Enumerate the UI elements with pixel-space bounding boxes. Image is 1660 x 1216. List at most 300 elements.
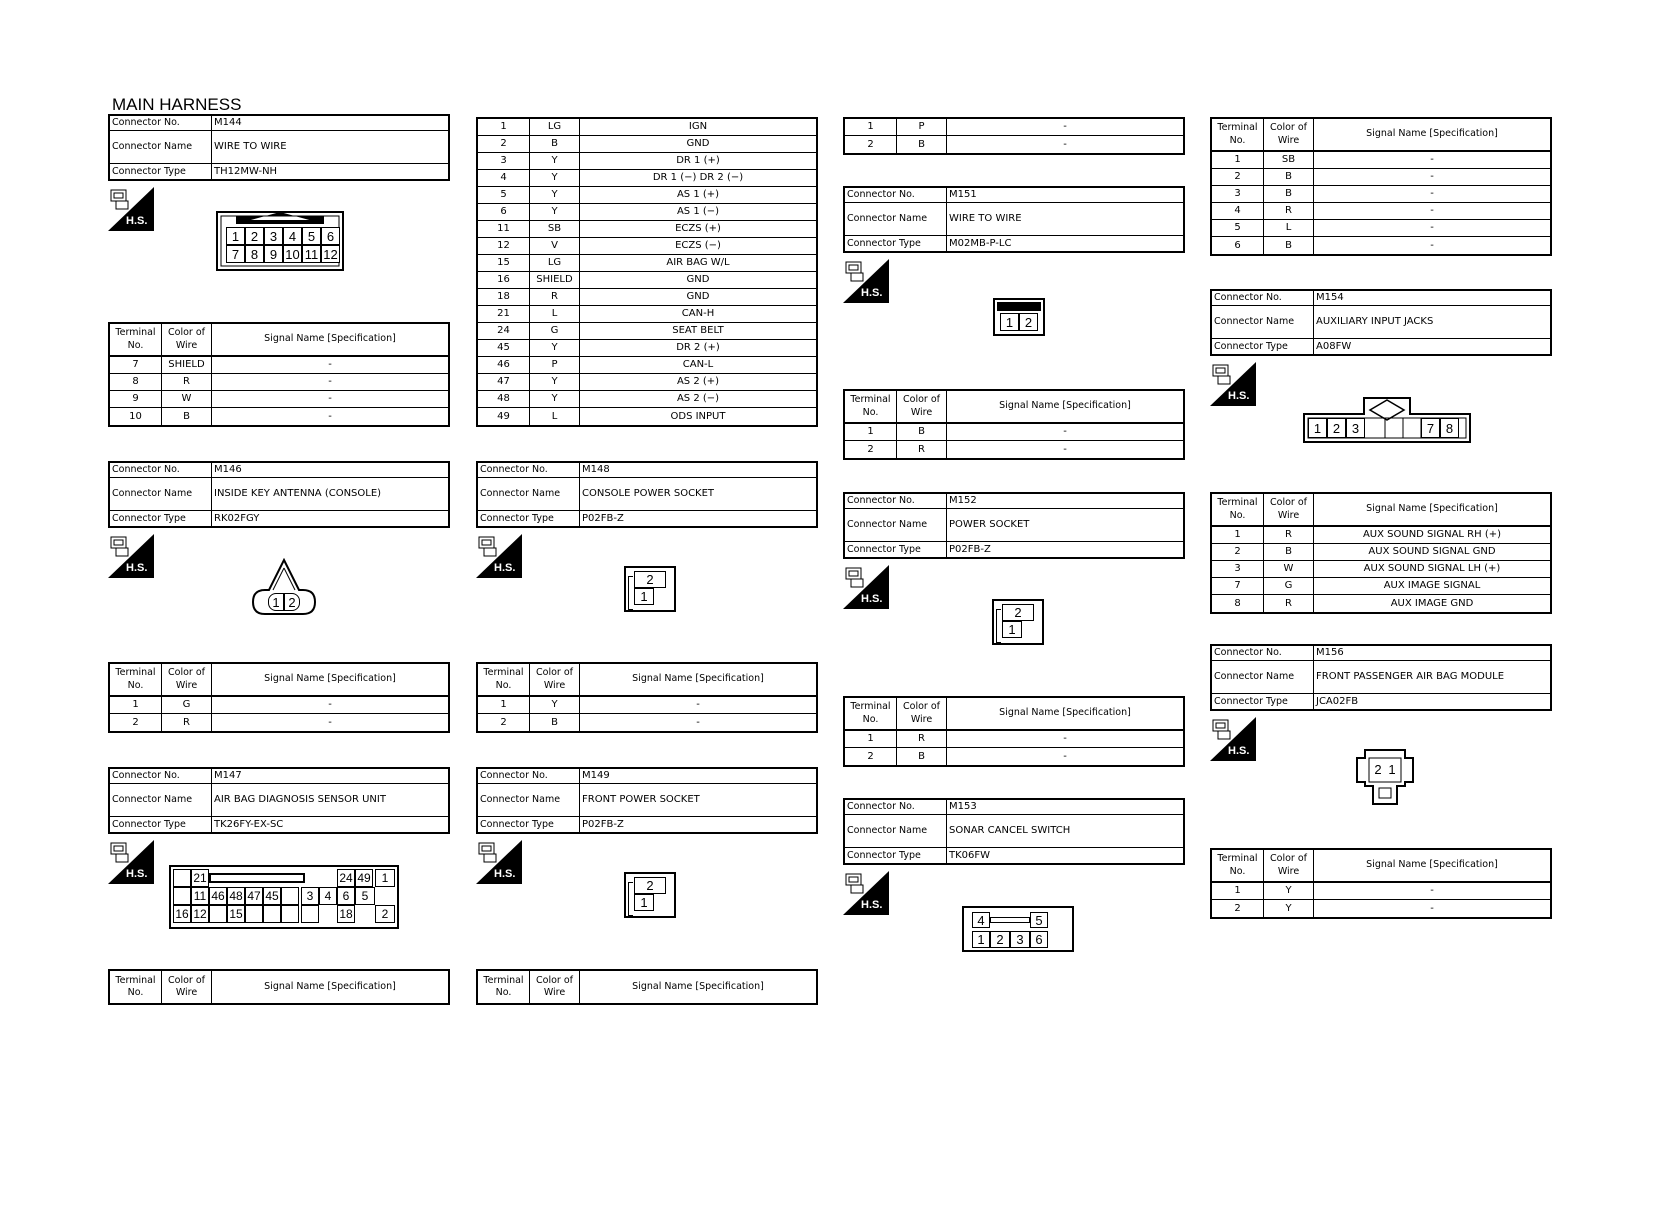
wire-color: B xyxy=(897,136,947,153)
table-row xyxy=(110,697,448,714)
pin: 24 xyxy=(337,869,355,887)
wire-color: R xyxy=(1264,527,1314,543)
connector-no: M148 xyxy=(582,464,610,475)
terminal-table-m149-header xyxy=(476,969,818,1005)
wire-color: W xyxy=(1264,561,1314,577)
table-row xyxy=(478,340,816,357)
terminal-no: 24 xyxy=(478,323,530,339)
signal-name: DR 2 (+) xyxy=(676,342,720,353)
connector-info-m147 xyxy=(108,767,450,834)
table-row xyxy=(1212,237,1550,254)
table-row xyxy=(478,306,816,323)
hs-icon xyxy=(108,187,154,231)
pin: 1 xyxy=(972,931,990,948)
terminal-no: 48 xyxy=(478,391,530,407)
wire-color: LG xyxy=(530,119,580,135)
terminal-no: 12 xyxy=(478,238,530,254)
hs-label: H.S. xyxy=(861,593,883,605)
wire-color: SB xyxy=(1264,152,1314,168)
terminal-no: 4 xyxy=(478,170,530,186)
table-row xyxy=(1212,883,1550,900)
table-row xyxy=(845,424,1183,441)
terminal-no: 5 xyxy=(478,187,530,203)
pin: 6 xyxy=(337,887,355,905)
connector-info-m154 xyxy=(1210,289,1552,356)
header-signal-name: Signal Name [Specification] xyxy=(1366,503,1498,515)
pin: 4 xyxy=(283,227,302,245)
pin: 7 xyxy=(226,245,245,263)
terminal-no: 6 xyxy=(1212,237,1264,254)
table-row xyxy=(478,221,816,238)
terminal-no: 1 xyxy=(845,119,897,135)
table-row xyxy=(110,357,448,374)
wire-color: R xyxy=(1264,203,1314,219)
connector-diagram-m146 xyxy=(251,558,317,620)
terminal-no: 10 xyxy=(110,408,162,425)
signal-name: GND xyxy=(686,274,710,285)
hs-icon xyxy=(843,259,889,303)
terminal-table-m147-cont xyxy=(476,117,818,427)
pin: 5 xyxy=(302,227,321,245)
hs-label: H.S. xyxy=(126,562,148,574)
pin: 46 xyxy=(209,887,227,905)
terminal-no: 8 xyxy=(1212,595,1264,612)
table-header xyxy=(1212,119,1550,152)
table-row xyxy=(110,714,448,731)
connector-name: POWER SOCKET xyxy=(949,519,1030,530)
pin: 12 xyxy=(191,905,209,923)
label: Connector Name xyxy=(845,203,947,235)
connector-diagram-m147 xyxy=(169,865,399,929)
wire-color: P xyxy=(530,357,580,373)
terminal-no: 1 xyxy=(1212,527,1264,543)
signal-name: - xyxy=(1430,154,1434,165)
cell xyxy=(209,905,227,923)
signal-name: AUX IMAGE GND xyxy=(1390,597,1474,609)
pin: 1 xyxy=(375,869,395,887)
connector-info-m152 xyxy=(843,492,1185,559)
wire-color: L xyxy=(530,306,580,322)
table-row xyxy=(478,255,816,272)
header-signal-name: Signal Name [Specification] xyxy=(999,400,1131,412)
header-terminal-no: Terminal No. xyxy=(845,698,897,729)
terminal-no: 3 xyxy=(1212,186,1264,202)
socket-bracket xyxy=(628,576,633,610)
wire-color: L xyxy=(530,408,580,425)
signal-name: ECZS (+) xyxy=(675,223,721,234)
pin: 21 xyxy=(191,869,209,887)
connector-diagram-m144 xyxy=(216,211,344,275)
terminal-no: 15 xyxy=(478,255,530,271)
cell xyxy=(263,905,281,923)
signal-name: AS 2 (+) xyxy=(676,376,720,387)
wire-color: B xyxy=(897,748,947,765)
pin: 1 xyxy=(634,894,654,911)
table-row xyxy=(845,119,1183,136)
pin: 2 xyxy=(634,877,666,894)
table-header xyxy=(1212,494,1550,527)
pin: 2 xyxy=(990,931,1010,948)
table-header xyxy=(478,664,816,697)
table-row xyxy=(1212,900,1550,917)
connector-info-m148 xyxy=(476,461,818,528)
label: Connector Name xyxy=(1212,661,1314,693)
cell xyxy=(281,887,299,905)
table-header xyxy=(1212,850,1550,883)
table-header xyxy=(110,664,448,697)
pin: 1 xyxy=(1385,760,1399,778)
wire-color: SHIELD xyxy=(530,272,580,288)
cell xyxy=(173,869,191,887)
connector-name: SONAR CANCEL SWITCH xyxy=(949,825,1071,836)
socket-bracket xyxy=(996,609,1001,643)
label: Connector Name xyxy=(110,131,212,163)
connector-info-m156 xyxy=(1210,644,1552,711)
signal-name: AUX SOUND SIGNAL GND xyxy=(1368,546,1496,557)
pin: 11 xyxy=(191,887,209,905)
connector-info-m146 xyxy=(108,461,450,528)
pin: 4 xyxy=(972,912,990,928)
terminal-no: 16 xyxy=(478,272,530,288)
signal-name: - xyxy=(328,376,332,387)
signal-name: IGN xyxy=(688,121,708,132)
terminal-no: 2 xyxy=(478,136,530,152)
cell xyxy=(281,905,299,923)
pin: 2 xyxy=(1019,313,1038,331)
wire-color: G xyxy=(1264,578,1314,594)
header-signal-name: Signal Name [Specification] xyxy=(632,980,764,992)
label: Connector Type xyxy=(478,511,580,526)
wire-color: B xyxy=(530,714,580,731)
terminal-no: 2 xyxy=(110,714,162,731)
wire-color: SB xyxy=(530,221,580,237)
table-row xyxy=(1212,152,1550,169)
header-terminal-no: Terminal No. xyxy=(478,664,530,695)
terminal-no: 6 xyxy=(478,204,530,220)
cell xyxy=(245,905,263,923)
pin: 11 xyxy=(302,245,321,263)
pin: 6 xyxy=(1030,931,1048,948)
label: Connector Name xyxy=(845,815,947,847)
connector-diagram-m153 xyxy=(962,906,1074,952)
table-row xyxy=(478,272,816,289)
connector-type: P02FB-Z xyxy=(582,818,624,830)
header-terminal-no: Terminal No. xyxy=(110,971,162,1003)
pin: 12 xyxy=(321,245,340,263)
connector-info-m144 xyxy=(108,114,450,181)
connector-no: M153 xyxy=(949,801,977,812)
signal-name: - xyxy=(1063,750,1067,762)
wire-color: Y xyxy=(530,153,580,169)
label: Connector Name xyxy=(845,509,947,541)
connector-no: M154 xyxy=(1316,292,1344,303)
pin: 3 xyxy=(301,887,319,905)
terminal-table-m147-header xyxy=(108,969,450,1005)
connector-info-m153 xyxy=(843,798,1185,865)
connector-info-m151 xyxy=(843,186,1185,253)
label: Connector No. xyxy=(110,769,212,783)
pin: 3 xyxy=(1346,418,1365,438)
header-color-of-wire: Color of Wire xyxy=(530,664,580,695)
signal-name: - xyxy=(696,699,700,710)
signal-name: - xyxy=(328,393,332,404)
signal-name: AUX IMAGE SIGNAL xyxy=(1383,580,1481,591)
header-signal-name: Signal Name [Specification] xyxy=(1366,859,1498,871)
terminal-no: 2 xyxy=(845,136,897,153)
header-signal-name: Signal Name [Specification] xyxy=(632,673,764,685)
signal-name: - xyxy=(1430,885,1434,896)
terminal-no: 11 xyxy=(478,221,530,237)
hs-icon xyxy=(476,840,522,884)
table-row xyxy=(478,153,816,170)
table-row xyxy=(478,238,816,255)
pin: 47 xyxy=(245,887,263,905)
wire-color: R xyxy=(897,441,947,458)
terminal-no: 1 xyxy=(845,731,897,747)
terminal-no: 1 xyxy=(845,424,897,440)
table-header xyxy=(845,698,1183,731)
header-color-of-wire: Color of Wire xyxy=(1264,494,1314,525)
header-color-of-wire: Color of Wire xyxy=(162,324,212,355)
connector-name: WIRE TO WIRE xyxy=(214,141,287,152)
hs-label: H.S. xyxy=(861,899,883,911)
wire-color: V xyxy=(530,238,580,254)
signal-name: - xyxy=(1063,121,1067,132)
table-row xyxy=(110,408,448,425)
wire-color: Y xyxy=(530,204,580,220)
table-header xyxy=(845,391,1183,424)
label: Connector Type xyxy=(845,542,947,557)
terminal-no: 2 xyxy=(1212,544,1264,560)
table-row xyxy=(478,204,816,221)
pin: 18 xyxy=(337,905,355,923)
pin: 2 xyxy=(1371,760,1385,778)
signal-name: AS 1 (−) xyxy=(676,206,720,217)
latch xyxy=(997,302,1041,311)
signal-name: - xyxy=(328,410,332,422)
connector-name: FRONT POWER SOCKET xyxy=(582,794,700,805)
hs-icon xyxy=(108,840,154,884)
terminal-table-m154 xyxy=(1210,492,1552,614)
signal-name: CAN-H xyxy=(681,308,715,319)
header-signal-name: Signal Name [Specification] xyxy=(264,333,396,345)
signal-name: - xyxy=(1063,426,1067,437)
signal-name: ODS INPUT xyxy=(670,410,726,422)
terminal-no: 4 xyxy=(1212,203,1264,219)
header-signal-name: Signal Name [Specification] xyxy=(264,673,396,685)
header-terminal-no: Terminal No. xyxy=(845,391,897,422)
pin: 45 xyxy=(263,887,281,905)
wire-color: R xyxy=(162,374,212,390)
pin: 4 xyxy=(319,887,337,905)
label: Connector No. xyxy=(478,463,580,477)
connector-type: P02FB-Z xyxy=(949,543,991,555)
hs-label: H.S. xyxy=(1228,745,1250,757)
hs-label: H.S. xyxy=(126,215,148,227)
hs-icon xyxy=(843,565,889,609)
terminal-no: 2 xyxy=(1212,900,1264,917)
hs-icon xyxy=(108,534,154,578)
label: Connector Type xyxy=(1212,339,1314,354)
table-row xyxy=(1212,169,1550,186)
connector-no: M149 xyxy=(582,770,610,781)
pin: 6 xyxy=(321,227,340,245)
connector-name: WIRE TO WIRE xyxy=(949,213,1022,224)
pin: 1 xyxy=(1308,418,1327,438)
label: Connector No. xyxy=(845,494,947,508)
pin: 2 xyxy=(634,571,666,588)
connector-type: TH12MW-NH xyxy=(214,165,278,177)
table-row xyxy=(478,187,816,204)
header-color-of-wire: Color of Wire xyxy=(1264,850,1314,881)
cell xyxy=(173,887,191,905)
latch xyxy=(209,873,305,883)
label: Connector Name xyxy=(478,784,580,816)
terminal-table-m146 xyxy=(108,662,450,733)
terminal-no: 47 xyxy=(478,374,530,390)
signal-name: - xyxy=(1063,443,1067,455)
connector-name: CONSOLE POWER SOCKET xyxy=(582,488,715,499)
terminal-no: 8 xyxy=(110,374,162,390)
connector-type: TK26FY-EX-SC xyxy=(214,818,284,830)
label: Connector Type xyxy=(110,511,212,526)
wire-color: B xyxy=(897,424,947,440)
hs-icon xyxy=(476,534,522,578)
table-row xyxy=(1212,544,1550,561)
label: Connector Name xyxy=(110,784,212,816)
terminal-no: 2 xyxy=(845,748,897,765)
wire-color: B xyxy=(1264,186,1314,202)
hs-icon xyxy=(843,871,889,915)
header-color-of-wire: Color of Wire xyxy=(897,698,947,729)
table-row xyxy=(478,323,816,340)
signal-name: - xyxy=(328,699,332,710)
pin: 2 xyxy=(1327,418,1346,438)
wire-color: W xyxy=(162,391,212,407)
connector-name: FRONT PASSENGER AIR BAG MODULE xyxy=(1316,671,1505,682)
terminal-no: 21 xyxy=(478,306,530,322)
header-terminal-no: Terminal No. xyxy=(110,324,162,355)
pin: 1 xyxy=(226,227,245,245)
wire-color: Y xyxy=(530,170,580,186)
terminal-no: 5 xyxy=(1212,220,1264,236)
table-row xyxy=(478,714,816,731)
header-color-of-wire: Color of Wire xyxy=(530,971,580,1003)
terminal-no: 18 xyxy=(478,289,530,305)
label: Connector Name xyxy=(1212,306,1314,338)
table-header xyxy=(478,971,816,1003)
connector-no: M144 xyxy=(214,117,242,128)
table-row xyxy=(478,391,816,408)
pin: 2 xyxy=(375,905,395,923)
terminal-no: 3 xyxy=(1212,561,1264,577)
pin: 16 xyxy=(173,905,191,923)
connector-name: AUXILIARY INPUT JACKS xyxy=(1316,316,1434,327)
wire-color: R xyxy=(162,714,212,731)
terminal-no: 9 xyxy=(110,391,162,407)
terminal-table-m151 xyxy=(843,389,1185,460)
connector-type: JCA02FB xyxy=(1316,695,1359,707)
signal-name: - xyxy=(1430,902,1434,914)
connector-name: INSIDE KEY ANTENNA (CONSOLE) xyxy=(214,488,382,499)
header-color-of-wire: Color of Wire xyxy=(897,391,947,422)
label: Connector No. xyxy=(1212,291,1314,305)
page-title: MAIN HARNESS xyxy=(112,95,242,114)
terminal-table-m148 xyxy=(476,662,818,733)
table-row xyxy=(478,357,816,374)
connector-type: M02MB-P-LC xyxy=(949,237,1012,249)
connector-name: AIR BAG DIAGNOSIS SENSOR UNIT xyxy=(214,794,386,805)
label: Connector No. xyxy=(110,463,212,477)
signal-name: AUX SOUND SIGNAL RH (+) xyxy=(1362,529,1502,540)
label: Connector Type xyxy=(478,817,580,832)
table-row xyxy=(478,697,816,714)
header-color-of-wire: Color of Wire xyxy=(162,664,212,695)
pin: 7 xyxy=(1421,418,1440,438)
table-row xyxy=(845,136,1183,153)
signal-name: AIR BAG W/L xyxy=(666,257,730,268)
table-row xyxy=(478,289,816,306)
signal-name: - xyxy=(1430,171,1434,182)
connector-diagram-m156 xyxy=(1353,748,1417,810)
pin: 2 xyxy=(245,227,264,245)
signal-name: ECZS (−) xyxy=(675,240,721,251)
label: Connector Type xyxy=(845,236,947,251)
table-row xyxy=(1212,527,1550,544)
pin: 1 xyxy=(268,593,284,611)
table-row xyxy=(478,136,816,153)
table-row xyxy=(845,748,1183,765)
label: Connector Type xyxy=(845,848,947,863)
pin: 5 xyxy=(355,887,375,905)
table-row xyxy=(845,441,1183,458)
hs-label: H.S. xyxy=(126,868,148,880)
terminal-no: 2 xyxy=(478,714,530,731)
signal-name: SEAT BELT xyxy=(672,325,724,336)
wire-color: LG xyxy=(530,255,580,271)
pin: 8 xyxy=(1440,418,1459,438)
table-row xyxy=(1212,186,1550,203)
wire-color: Y xyxy=(530,374,580,390)
terminal-table-m144 xyxy=(108,322,450,427)
label: Connector Type xyxy=(110,817,212,832)
header-signal-name: Signal Name [Specification] xyxy=(1366,128,1498,140)
table-row xyxy=(1212,220,1550,237)
terminal-no: 2 xyxy=(845,441,897,458)
wire-color: B xyxy=(530,136,580,152)
table-row xyxy=(478,170,816,187)
wire-color: Y xyxy=(530,187,580,203)
terminal-no: 1 xyxy=(1212,883,1264,899)
terminal-table-m152 xyxy=(843,696,1185,767)
hs-label: H.S. xyxy=(861,287,883,299)
table-row xyxy=(478,374,816,391)
signal-name: AUX SOUND SIGNAL LH (+) xyxy=(1363,563,1501,574)
signal-name: - xyxy=(696,716,700,728)
wire-color: L xyxy=(1264,220,1314,236)
wire-color: B xyxy=(1264,237,1314,254)
signal-name: - xyxy=(328,716,332,728)
wire-color: G xyxy=(162,697,212,713)
terminal-no: 1 xyxy=(1212,152,1264,168)
terminal-no: 1 xyxy=(110,697,162,713)
label: Connector Name xyxy=(110,478,212,510)
signal-name: DR 1 (+) xyxy=(676,155,720,166)
connector-type: TK06FW xyxy=(949,849,991,861)
pin: 5 xyxy=(1030,912,1048,928)
wire-color: Y xyxy=(530,340,580,356)
header-signal-name: Signal Name [Specification] xyxy=(264,980,396,992)
